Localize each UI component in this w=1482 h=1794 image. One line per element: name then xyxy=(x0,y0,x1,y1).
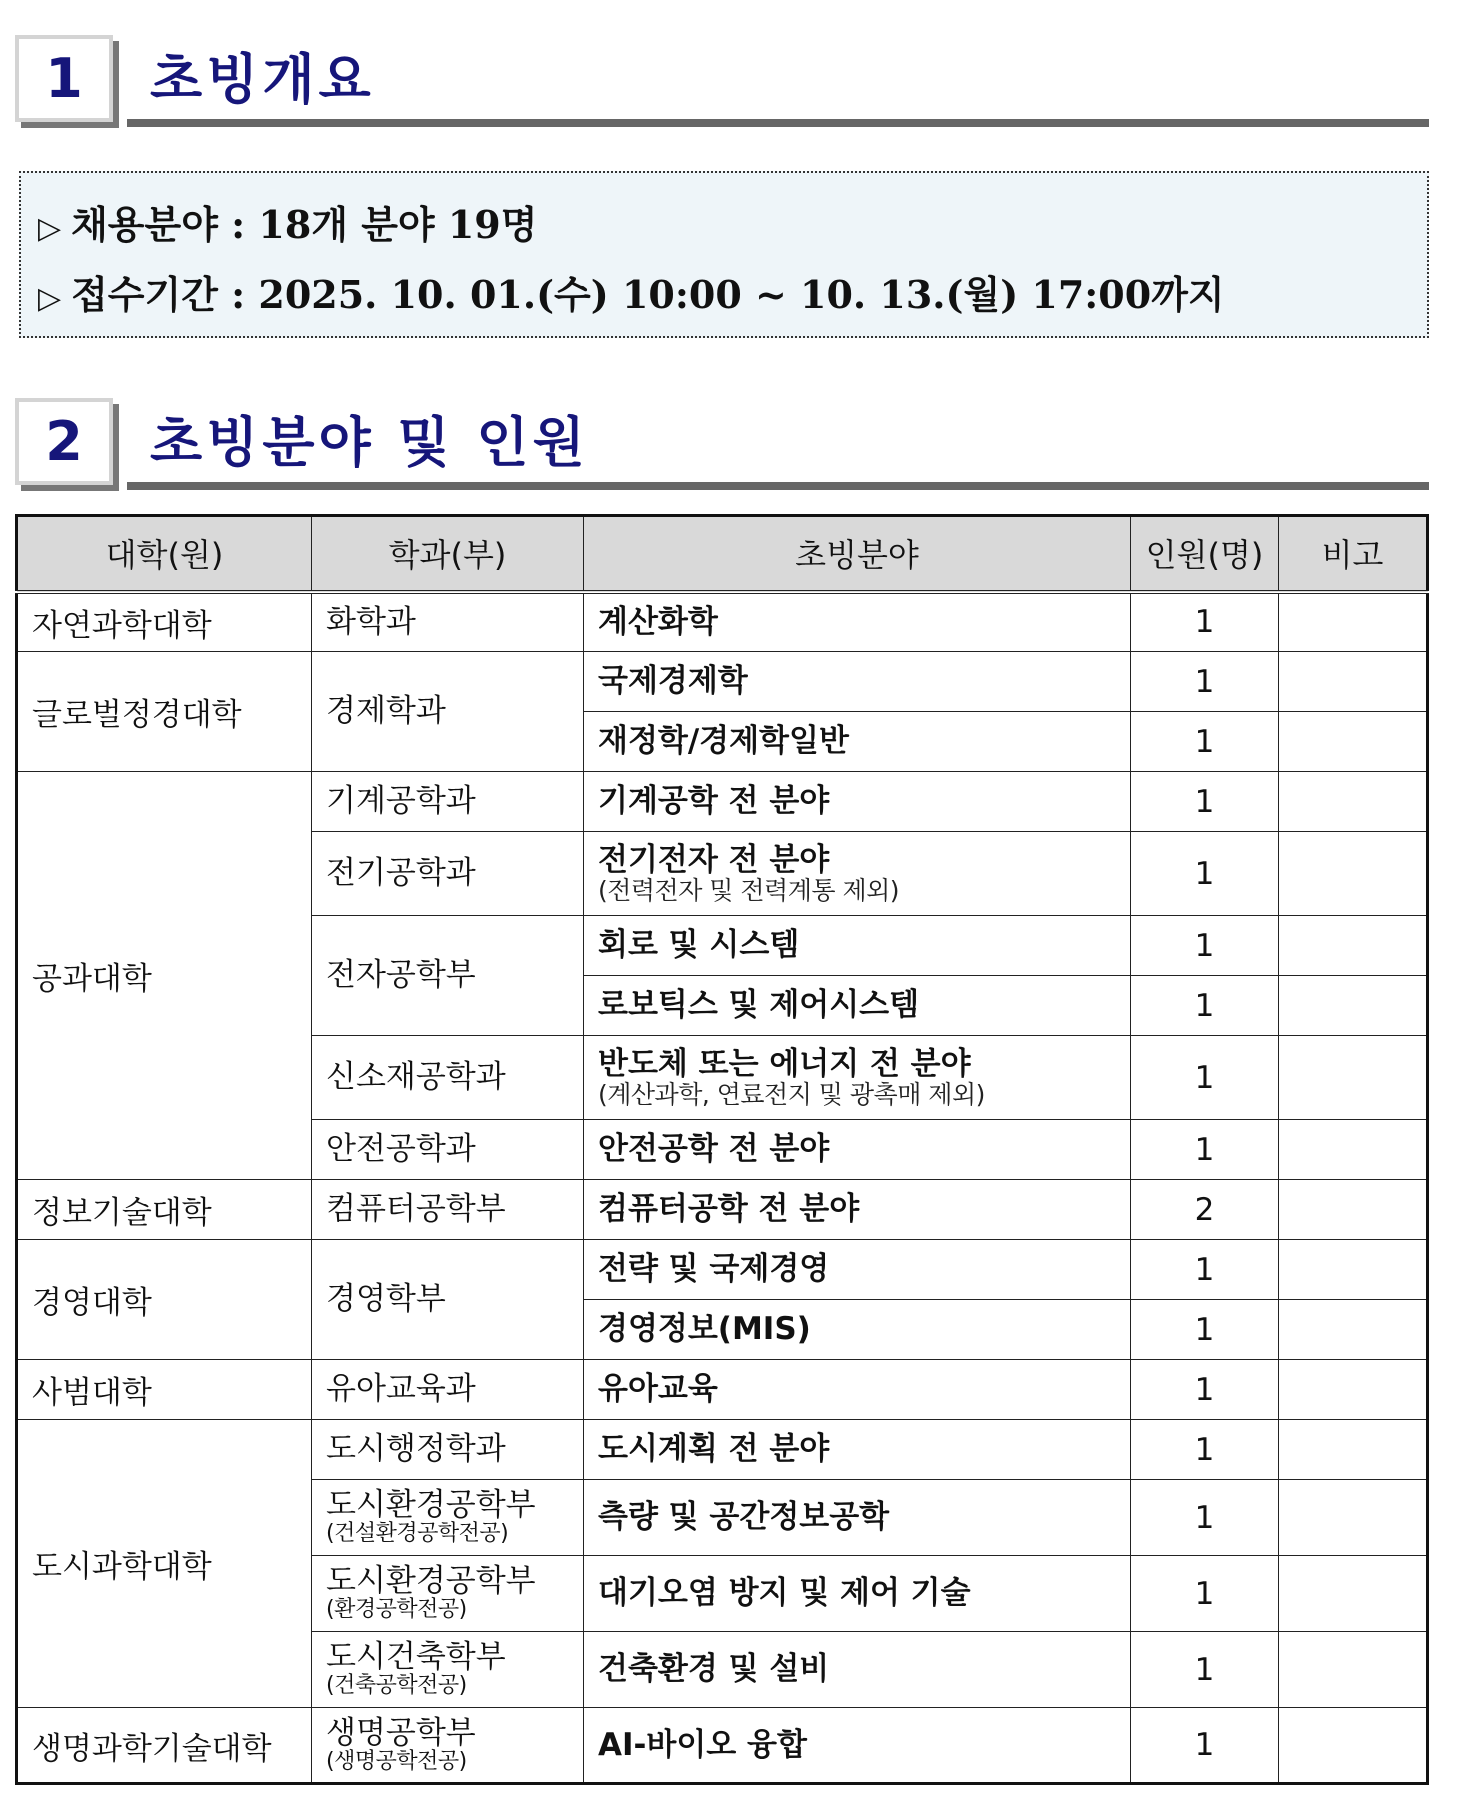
field-cell xyxy=(584,1360,1131,1420)
table-header-row xyxy=(17,516,1428,592)
recruitment-table xyxy=(15,514,1429,1785)
dept-cell xyxy=(312,592,584,652)
field-name: 대기오염 방지 및 제어 기술 xyxy=(598,1575,971,1612)
field-cell xyxy=(584,1036,1131,1120)
dept-major: (건설환경공학전공) xyxy=(326,1521,509,1547)
memo-cell xyxy=(1279,1632,1428,1708)
field-name: 경영정보(MIS) xyxy=(598,1311,811,1348)
field-cell xyxy=(584,976,1131,1036)
college-cell: 글로벌정경대학 xyxy=(17,652,312,772)
summary-text: 채용분야 : 18개 분야 19명 xyxy=(71,202,538,247)
section-underline xyxy=(127,119,1429,127)
memo-cell xyxy=(1279,1708,1428,1784)
memo-cell xyxy=(1279,1556,1428,1632)
table-row xyxy=(17,1180,1428,1240)
summary-row-period xyxy=(38,262,1427,332)
count-cell: 2 xyxy=(1131,1180,1279,1240)
field-name: 국제경제학 xyxy=(598,663,748,700)
college-cell: 도시과학대학 xyxy=(17,1420,312,1708)
dept-cell xyxy=(312,1420,584,1480)
field-name: 유아교육 xyxy=(598,1371,718,1408)
section-number-box xyxy=(15,398,113,485)
dept-name: 컴퓨터공학부 xyxy=(326,1191,506,1228)
count-cell: 1 xyxy=(1131,1360,1279,1420)
count-cell: 1 xyxy=(1131,832,1279,916)
table-row xyxy=(17,1360,1428,1420)
triangle-bullet-icon: ▷ xyxy=(38,211,62,246)
dept-name: 화학과 xyxy=(326,604,416,641)
field-name: 로보틱스 및 제어시스템 xyxy=(598,987,920,1024)
dept-name: 도시환경공학부 xyxy=(326,1563,536,1600)
field-cell xyxy=(584,1180,1131,1240)
field-name: 측량 및 공간정보공학 xyxy=(598,1499,890,1536)
dept-name: 도시건축학부 xyxy=(326,1639,506,1676)
field-name: 전략 및 국제경영 xyxy=(598,1251,830,1288)
memo-cell xyxy=(1279,772,1428,832)
table-row xyxy=(17,1708,1428,1784)
count-cell: 1 xyxy=(1131,1420,1279,1480)
memo-cell xyxy=(1279,832,1428,916)
dept-cell xyxy=(312,1240,584,1360)
college-cell: 사범대학 xyxy=(17,1360,312,1420)
header-count: 인원(명) xyxy=(1131,516,1279,592)
memo-cell xyxy=(1279,1420,1428,1480)
memo-cell xyxy=(1279,1360,1428,1420)
college-cell: 정보기술대학 xyxy=(17,1180,312,1240)
college-cell: 생명과학기술대학 xyxy=(17,1708,312,1784)
dept-major: (건축공학전공) xyxy=(326,1673,467,1699)
dept-cell xyxy=(312,1480,584,1556)
field-cell xyxy=(584,1556,1131,1632)
section-title: 초빙분야 및 인원 xyxy=(150,411,589,474)
field-name: 도시계획 전 분야 xyxy=(598,1431,830,1468)
section-number-box xyxy=(15,35,113,122)
dept-name: 신소재공학과 xyxy=(326,1059,506,1096)
table-row xyxy=(17,652,1428,712)
table-row xyxy=(17,1420,1428,1480)
triangle-bullet-icon: ▷ xyxy=(38,281,62,316)
memo-cell xyxy=(1279,1180,1428,1240)
field-name: AI-바이오 융합 xyxy=(598,1726,807,1763)
field-cell xyxy=(584,772,1131,832)
count-cell: 1 xyxy=(1131,1632,1279,1708)
college-cell: 공과대학 xyxy=(17,772,312,1180)
dept-name: 기계공학과 xyxy=(326,783,476,820)
field-name: 컴퓨터공학 전 분야 xyxy=(598,1191,860,1228)
dept-cell xyxy=(312,1036,584,1120)
table-row xyxy=(17,772,1428,832)
field-name: 반도체 또는 에너지 전 분야 xyxy=(598,1045,971,1082)
field-cell xyxy=(584,1120,1131,1180)
dept-cell xyxy=(312,1632,584,1708)
count-cell: 1 xyxy=(1131,1120,1279,1180)
memo-cell xyxy=(1279,712,1428,772)
field-name: 회로 및 시스템 xyxy=(598,927,800,964)
section-title: 초빙개요 xyxy=(150,48,375,111)
header-college: 대학(원) xyxy=(17,516,312,592)
summary-row-positions xyxy=(38,192,1427,262)
dept-cell xyxy=(312,652,584,772)
field-name: 기계공학 전 분야 xyxy=(598,783,830,820)
field-cell xyxy=(584,1420,1131,1480)
dept-name: 유아교육과 xyxy=(326,1371,476,1408)
memo-cell xyxy=(1279,1240,1428,1300)
header-memo: 비고 xyxy=(1279,516,1428,592)
table-row xyxy=(17,592,1428,652)
dept-major: (생명공학전공) xyxy=(326,1748,467,1774)
memo-cell xyxy=(1279,1036,1428,1120)
table-row xyxy=(17,1240,1428,1300)
dept-name: 생명공학부 xyxy=(326,1714,476,1751)
college-cell: 경영대학 xyxy=(17,1240,312,1360)
dept-name: 경제학과 xyxy=(326,693,446,730)
section-2-header xyxy=(15,398,1429,493)
count-cell: 1 xyxy=(1131,976,1279,1036)
field-cell xyxy=(584,1708,1131,1784)
field-name: 안전공학 전 분야 xyxy=(598,1131,830,1168)
count-cell: 1 xyxy=(1131,1556,1279,1632)
dept-cell xyxy=(312,1120,584,1180)
dept-cell xyxy=(312,1556,584,1632)
count-cell: 1 xyxy=(1131,1300,1279,1360)
field-cell xyxy=(584,832,1131,916)
field-name: 계산화학 xyxy=(598,604,718,641)
section-number: 2 xyxy=(45,410,83,473)
memo-cell xyxy=(1279,916,1428,976)
field-name: 건축환경 및 설비 xyxy=(598,1651,830,1688)
field-note: (전력전자 및 전력계통 제외) xyxy=(598,875,899,905)
field-name: 재정학/경제학일반 xyxy=(598,723,849,760)
dept-cell xyxy=(312,1180,584,1240)
count-cell: 1 xyxy=(1131,712,1279,772)
count-cell: 1 xyxy=(1131,1036,1279,1120)
field-cell xyxy=(584,652,1131,712)
count-cell: 1 xyxy=(1131,592,1279,652)
dept-name: 안전공학과 xyxy=(326,1131,476,1168)
dept-name: 도시환경공학부 xyxy=(326,1487,536,1524)
dept-name: 도시행정학과 xyxy=(326,1431,506,1468)
field-cell xyxy=(584,1480,1131,1556)
section-1-header xyxy=(15,35,1429,130)
count-cell: 1 xyxy=(1131,1240,1279,1300)
count-cell: 1 xyxy=(1131,1708,1279,1784)
field-cell xyxy=(584,592,1131,652)
summary-box xyxy=(19,171,1429,338)
count-cell: 1 xyxy=(1131,652,1279,712)
count-cell: 1 xyxy=(1131,916,1279,976)
dept-name: 경영학부 xyxy=(326,1281,446,1318)
header-dept: 학과(부) xyxy=(312,516,584,592)
field-note: (계산과학, 연료전지 및 광촉매 제외) xyxy=(598,1079,985,1109)
summary-text: 접수기간 : 2025. 10. 01.(수) 10:00 ~ 10. 13.(월) 17:00까지 xyxy=(71,272,1225,317)
memo-cell xyxy=(1279,1480,1428,1556)
count-cell: 1 xyxy=(1131,772,1279,832)
memo-cell xyxy=(1279,1300,1428,1360)
dept-major: (환경공학전공) xyxy=(326,1597,467,1623)
college-cell: 자연과학대학 xyxy=(17,592,312,652)
memo-cell xyxy=(1279,976,1428,1036)
dept-cell xyxy=(312,916,584,1036)
header-field: 초빙분야 xyxy=(584,516,1131,592)
field-name: 전기전자 전 분야 xyxy=(598,841,830,878)
section-number: 1 xyxy=(45,47,83,110)
dept-cell xyxy=(312,1360,584,1420)
section-underline xyxy=(127,482,1429,490)
field-cell xyxy=(584,712,1131,772)
dept-name: 전기공학과 xyxy=(326,855,476,892)
field-cell xyxy=(584,1632,1131,1708)
dept-cell xyxy=(312,1708,584,1784)
memo-cell xyxy=(1279,592,1428,652)
dept-cell xyxy=(312,832,584,916)
memo-cell xyxy=(1279,1120,1428,1180)
field-cell xyxy=(584,916,1131,976)
field-cell xyxy=(584,1240,1131,1300)
memo-cell xyxy=(1279,652,1428,712)
dept-name: 전자공학부 xyxy=(326,957,476,994)
field-cell xyxy=(584,1300,1131,1360)
count-cell: 1 xyxy=(1131,1480,1279,1556)
dept-cell xyxy=(312,772,584,832)
